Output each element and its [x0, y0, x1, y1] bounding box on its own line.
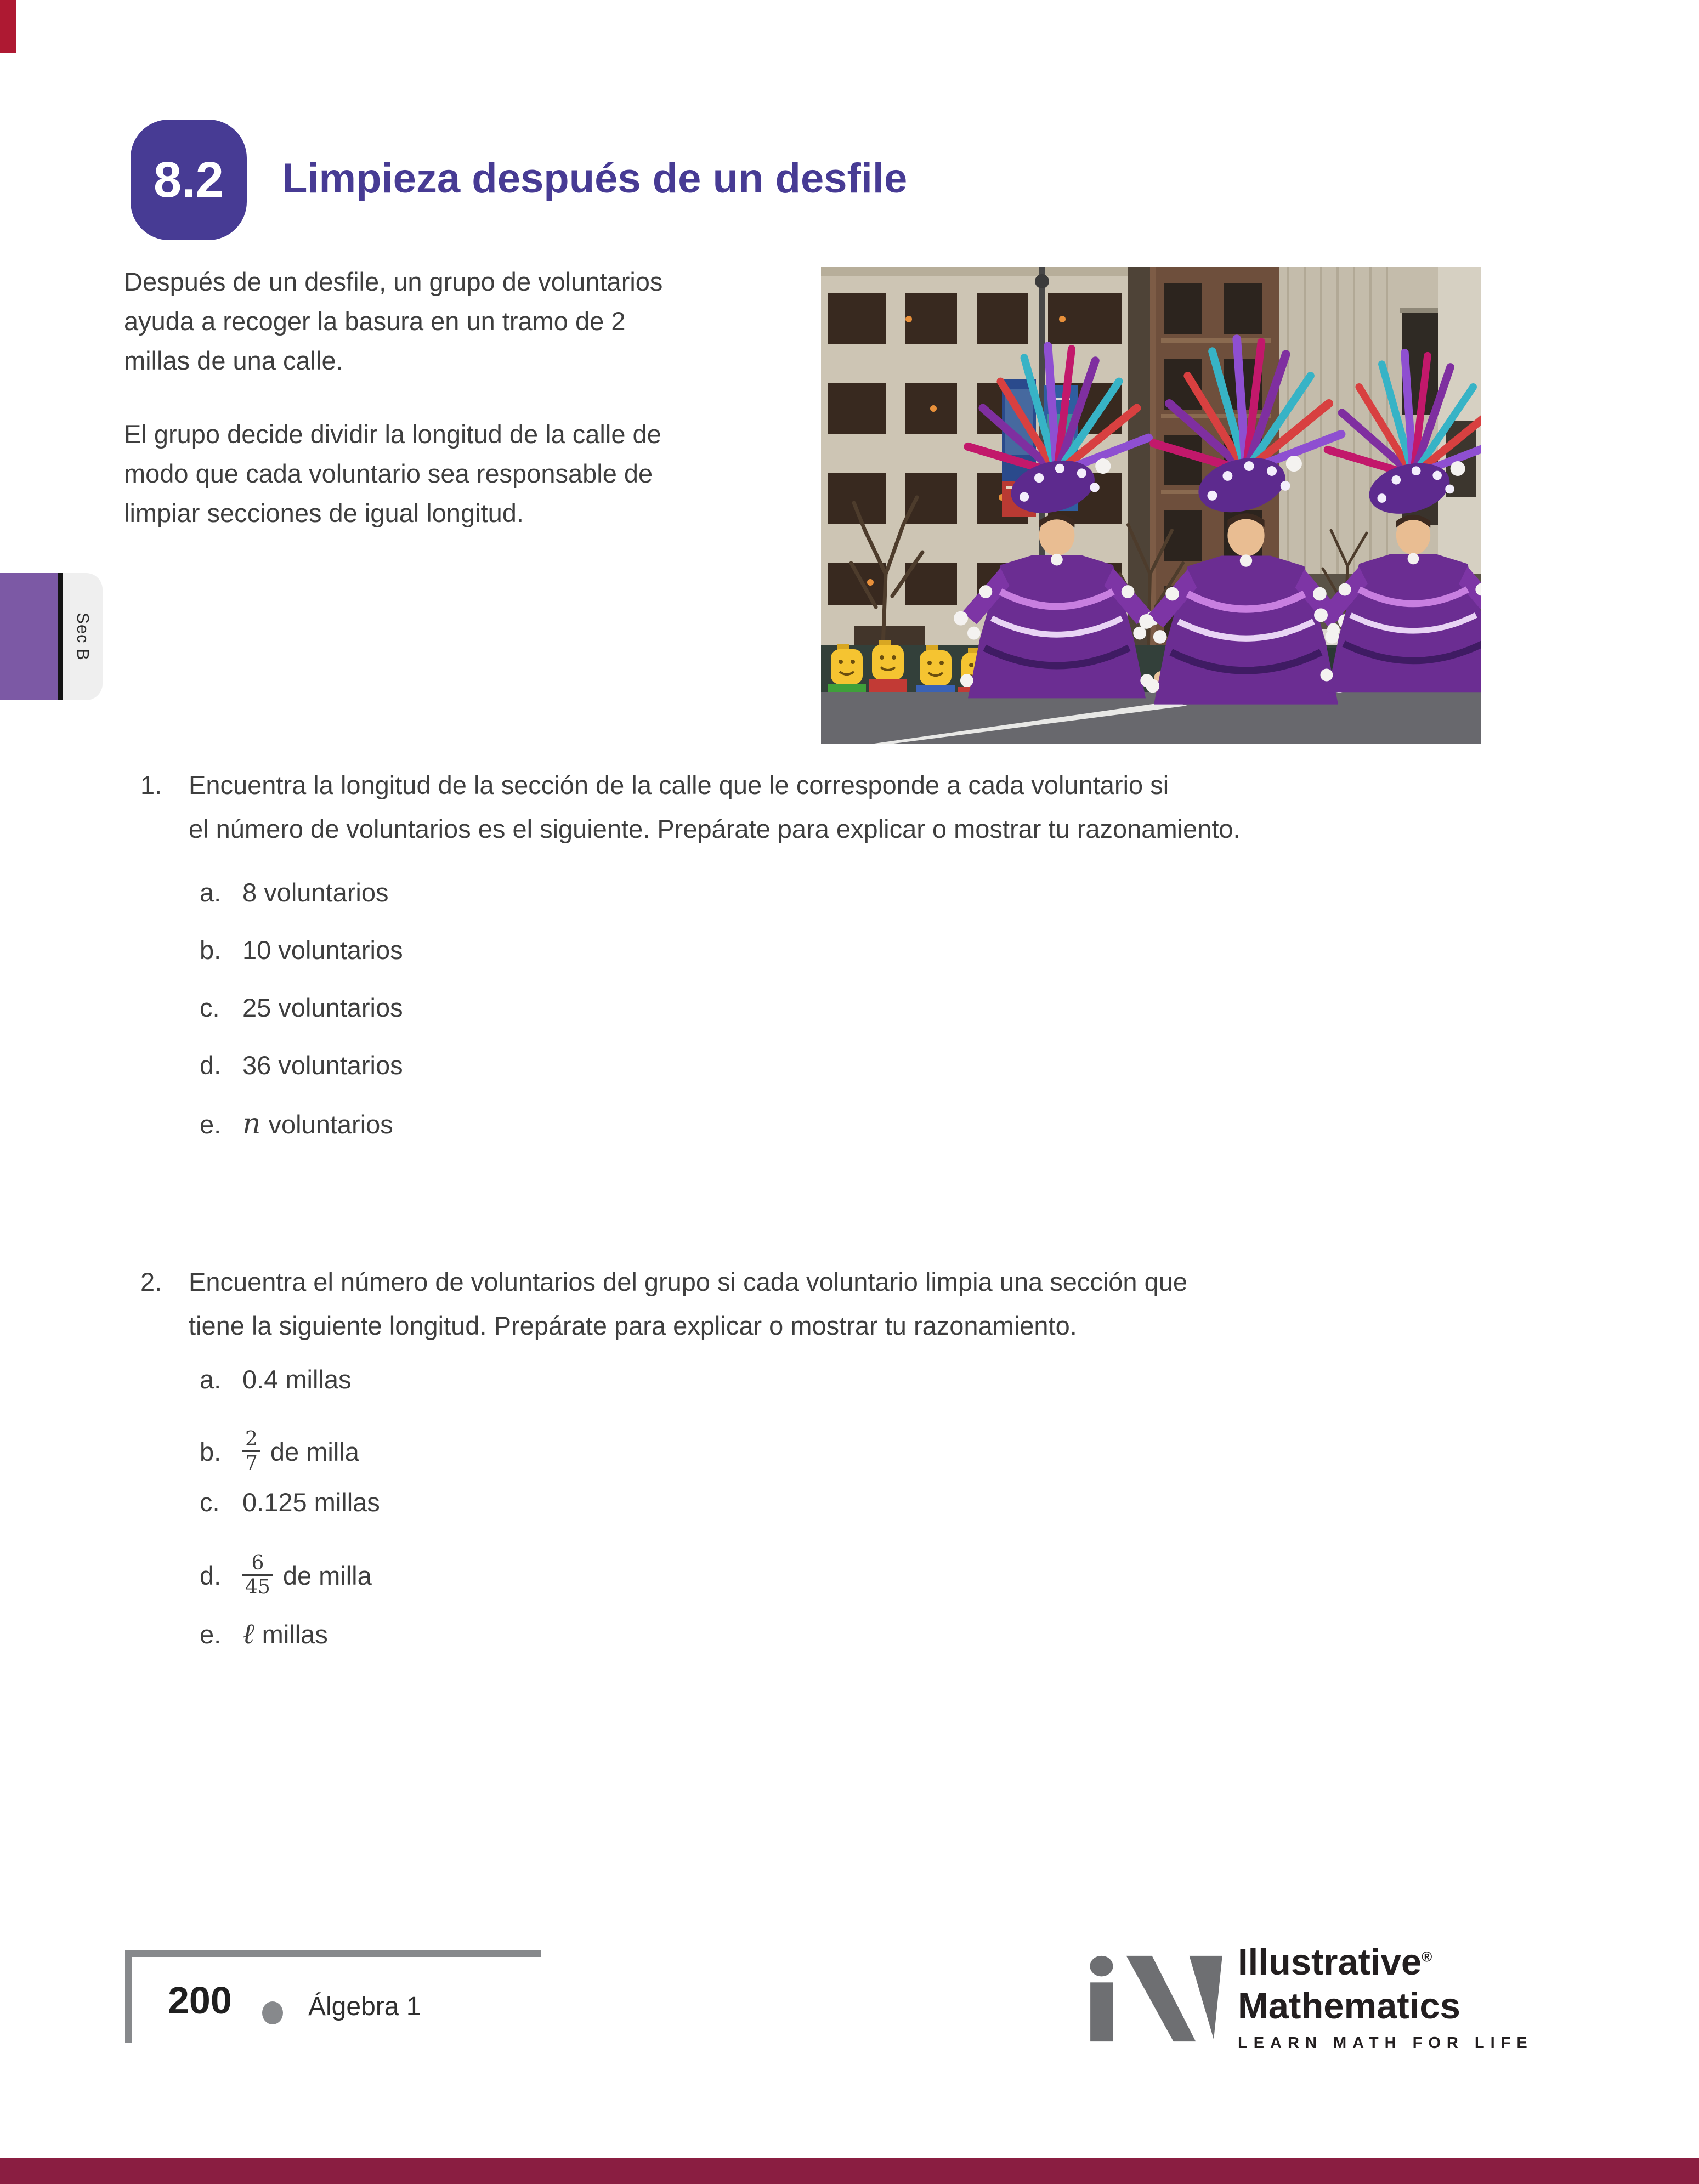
logo-line-1: Illustrative® — [1238, 1942, 1432, 1983]
fraction-denominator: 45 — [242, 1574, 273, 1598]
question-1 — [140, 763, 1577, 851]
list-item — [200, 992, 403, 1023]
footer-rule-vertical — [125, 1950, 132, 2043]
list-item — [200, 1534, 372, 1616]
text-line: limpiar secciones de igual longitud. — [124, 498, 524, 527]
option-letter: d. — [200, 1051, 222, 1080]
logo-tagline: LEARN MATH FOR LIFE — [1238, 2034, 1533, 2052]
lesson-number-badge — [131, 120, 247, 240]
logo-wordmark — [1238, 1944, 1533, 2052]
fraction — [242, 1428, 260, 1475]
option-letter: a. — [200, 1365, 222, 1394]
option-text: 36 voluntarios — [242, 1051, 403, 1080]
option-letter: b. — [200, 1437, 222, 1466]
text-line: el número de voluntarios es el siguiente. Prepárate para explicar o mostrar tu razonamiento. — [189, 814, 1241, 843]
option-letter: a. — [200, 878, 222, 907]
section-tab-label: Sec B — [73, 612, 93, 661]
text-line: El grupo decide dividir la longitud de la calle de — [124, 419, 661, 449]
text-line: tiene la siguiente longitud. Prepárate para explicar o mostrar tu razonamiento. — [189, 1311, 1077, 1340]
list-item — [200, 935, 403, 965]
list-item — [200, 1487, 380, 1517]
list-item — [200, 1410, 359, 1493]
lesson-number: 8.2 — [154, 151, 224, 208]
footer-rule-horizontal — [125, 1950, 541, 1957]
option-text: 0.4 millas — [242, 1365, 352, 1394]
list-item — [200, 1050, 403, 1080]
section-tab-body — [63, 573, 103, 700]
question-number: 1. — [140, 770, 162, 799]
logo-line-2: Mathematics — [1238, 1986, 1460, 2027]
illustrative-mathematics-logo — [1089, 1944, 1549, 2059]
text-line: millas de una calle. — [124, 346, 343, 375]
question-text — [189, 1260, 1187, 1348]
page-number: 200 — [168, 1979, 232, 2022]
question-number: 2. — [140, 1267, 162, 1296]
registered-icon: ® — [1422, 1948, 1432, 1965]
road — [821, 692, 1481, 744]
option-text: de milla — [270, 1437, 359, 1466]
option-letter: c. — [200, 1488, 220, 1517]
section-tab-color-block — [0, 573, 58, 700]
list-item — [200, 1108, 393, 1141]
option-text: millas — [262, 1619, 328, 1649]
section-red-marker — [0, 0, 16, 53]
option-text: 25 voluntarios — [242, 993, 403, 1022]
fraction-denominator: 7 — [242, 1450, 260, 1474]
text-line: Encuentra el número de voluntarios del grupo si cada voluntario limpia una sección que — [189, 1267, 1188, 1296]
list-item — [200, 1364, 352, 1394]
text-line: Después de un desfile, un grupo de voluntarios — [124, 267, 663, 296]
fraction-numerator: 2 — [245, 1427, 258, 1450]
variable-ell: ℓ — [242, 1618, 254, 1650]
variable-n: n — [242, 1108, 261, 1141]
option-letter: e. — [200, 1619, 222, 1649]
text-line: ayuda a recoger la basura en un tramo de 2 — [124, 307, 626, 336]
option-text: voluntarios — [268, 1109, 393, 1139]
option-text: 10 voluntarios — [242, 935, 403, 965]
footer-dot-icon — [262, 2001, 283, 2024]
intro-paragraph-2 — [124, 415, 798, 533]
page-bottom-bar — [0, 2158, 1699, 2184]
intro-paragraph-1 — [124, 262, 798, 381]
course-name: Álgebra 1 — [308, 1992, 421, 2021]
list-item — [200, 877, 389, 907]
question-2 — [140, 1260, 1577, 1348]
option-letter: e. — [200, 1109, 222, 1139]
option-letter: d. — [200, 1561, 222, 1590]
parade-photo — [821, 267, 1481, 744]
option-letter: b. — [200, 935, 222, 965]
question-text — [189, 763, 1241, 851]
fraction — [242, 1552, 273, 1599]
lesson-title: Limpieza después de un desfile — [282, 155, 908, 202]
text-line: modo que cada voluntario sea responsable de — [124, 459, 653, 488]
text-line: Encuentra la longitud de la sección de la calle que le corresponde a cada voluntario si — [189, 770, 1169, 799]
option-text: de milla — [282, 1561, 372, 1590]
option-text: 0.125 millas — [242, 1488, 380, 1517]
intro-text — [124, 262, 798, 567]
section-tab — [0, 573, 103, 700]
fraction-numerator: 6 — [251, 1551, 264, 1574]
im-logo-icon — [1089, 1944, 1226, 2053]
section-tab-divider — [58, 573, 63, 700]
list-item — [200, 1618, 328, 1650]
option-letter: c. — [200, 993, 220, 1022]
option-text: 8 voluntarios — [242, 878, 389, 907]
